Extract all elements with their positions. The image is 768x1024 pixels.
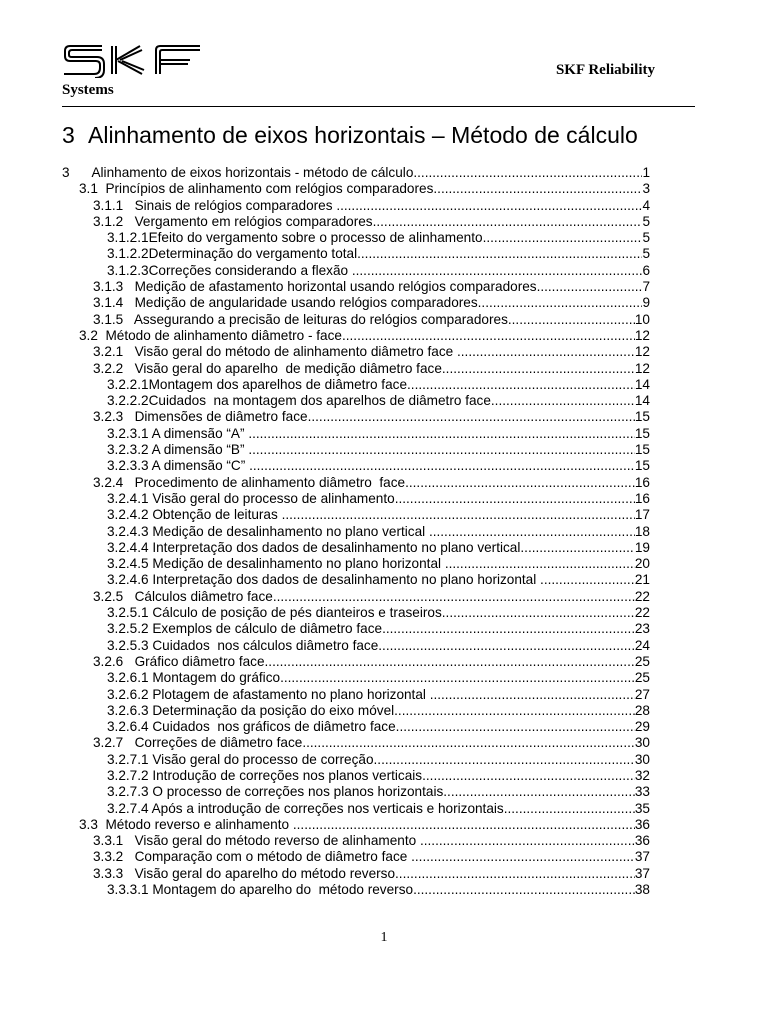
- toc-entry[interactable]: [62, 507, 650, 523]
- toc-dot-leader: [395, 866, 635, 882]
- toc-entry-page: 15: [634, 425, 650, 441]
- toc-dot-leader: [442, 361, 635, 377]
- toc-entry-title: 3.1.2.2Determinação do vergamento total: [107, 246, 358, 262]
- toc-entry-title: 3.2.1 Visão geral do método de alinhamento diâmetro face: [93, 344, 457, 360]
- toc-dot-leader: [422, 768, 635, 784]
- toc-dot-leader: [520, 540, 634, 556]
- page-number: 1: [380, 930, 388, 945]
- toc-entry-page: 18: [634, 523, 650, 539]
- toc-entry-title: 3.1.2.1Efeito do vergamento sobre o processo de alinhamento: [107, 230, 483, 246]
- toc-dot-leader: [443, 784, 635, 800]
- toc-entry[interactable]: [62, 589, 650, 605]
- toc-dot-leader: [382, 621, 635, 637]
- toc-entry-title: 3.2.3 Dimensões de diâmetro face: [93, 409, 308, 425]
- toc-entry[interactable]: [62, 165, 650, 181]
- logo-text: SKF: [62, 42, 64, 43]
- toc-entry-title: 3.2.5.2 Exemplos de cálculo de diâmetro face: [107, 621, 383, 637]
- toc-entry-page: 22: [634, 605, 650, 621]
- toc-entry-title: 3.2.6 Gráfico diâmetro face: [93, 653, 265, 669]
- toc-entry-page: 7: [642, 279, 650, 295]
- toc-entry[interactable]: [62, 703, 650, 719]
- toc-entry-title: 3 Alinhamento de eixos horizontais - método de cálculo: [62, 165, 414, 180]
- toc-entry[interactable]: [62, 524, 650, 540]
- toc-dot-leader: [248, 426, 635, 442]
- toc-entry[interactable]: [62, 295, 650, 311]
- toc-entry-page: 24: [634, 637, 650, 653]
- toc-entry-title: 3.1 Princípios de alinhamento com relógios comparadores: [79, 181, 434, 197]
- toc-dot-leader: [273, 589, 635, 605]
- toc-dot-leader: [342, 328, 635, 344]
- toc-dot-leader: [478, 295, 643, 311]
- toc-entry-page: 20: [634, 556, 650, 572]
- toc-entry-title: 3.2.3.3 A dimensão “C”: [107, 458, 250, 474]
- toc-dot-leader: [445, 556, 635, 572]
- toc-entry-page: 5: [642, 230, 650, 246]
- toc-entry[interactable]: [62, 246, 650, 262]
- toc-dot-leader: [336, 198, 642, 214]
- toc-entry-page: 23: [634, 621, 650, 637]
- toc-dot-leader: [280, 670, 635, 686]
- toc-dot-leader: [395, 491, 635, 507]
- toc-dot-leader: [508, 312, 635, 328]
- toc-entry-page: 27: [634, 686, 650, 702]
- toc-entry[interactable]: [62, 230, 650, 246]
- toc-entry-title: 3.2.7.3 O processo de correções nos planos horizontais: [107, 784, 444, 800]
- toc-dot-leader: [457, 344, 635, 360]
- systems-label: Systems: [62, 82, 114, 98]
- toc-dot-leader: [491, 393, 635, 409]
- toc-entry[interactable]: [62, 312, 650, 328]
- toc-entry-page: 16: [634, 490, 650, 506]
- toc-entry-page: 36: [634, 816, 650, 832]
- toc-dot-leader: [430, 687, 635, 703]
- toc-entry[interactable]: [62, 735, 650, 751]
- toc-entry[interactable]: [62, 442, 650, 458]
- toc-entry-page: 37: [634, 865, 650, 881]
- toc-entry-title: 3.2.5.1 Cálculo de posição de pés dianteiros e traseiros: [107, 605, 442, 621]
- toc-entry[interactable]: [62, 263, 650, 279]
- toc-entry[interactable]: [62, 393, 650, 409]
- toc-entry-title: 3.2.7.4 Após a introdução de correções nos verticais e horizontais: [107, 800, 504, 816]
- toc-entry-page: 6: [642, 262, 650, 278]
- toc-entry[interactable]: [62, 279, 650, 295]
- toc-dot-leader: [442, 605, 635, 621]
- toc-entry-title: 3.2.4.1 Visão geral do processo de alinhamento: [107, 490, 395, 506]
- toc-dot-leader: [352, 263, 643, 279]
- toc-entry[interactable]: [62, 344, 650, 360]
- toc-entry[interactable]: [62, 198, 650, 214]
- toc-entry-title: 3.2.6.2 Plotagem de afastamento no plano horizontal: [107, 686, 430, 702]
- toc-entry-title: 3.2.2.2Cuidados na montagem dos aparelhos de diâmetro face: [107, 393, 491, 409]
- toc-entry-title: 3.3.3 Visão geral do aparelho do método reverso: [93, 865, 396, 881]
- toc-entry-title: 3.2.4.3 Medição de desalinhamento no plano vertical: [107, 523, 429, 539]
- toc-entry-title: 3.2.4.2 Obtenção de leituras: [107, 507, 282, 523]
- toc-entry-title: 3.2.7.1 Visão geral do processo de correção: [107, 751, 374, 767]
- toc-entry-page: 22: [634, 588, 650, 604]
- toc-entry[interactable]: [62, 328, 650, 344]
- toc-entry-page: 1: [642, 165, 650, 180]
- toc-entry-page: 30: [634, 735, 650, 751]
- toc-dot-leader: [374, 752, 635, 768]
- toc-dot-leader: [394, 703, 635, 719]
- toc-entry-page: 5: [642, 213, 650, 229]
- toc-entry[interactable]: [62, 817, 650, 833]
- toc-entry-title: 3.2.6.1 Montagem do gráfico: [107, 670, 281, 686]
- toc-entry[interactable]: [62, 833, 650, 849]
- toc-entry[interactable]: [62, 866, 650, 882]
- toc-entry-title: 3.2.6.4 Cuidados nos gráficos de diâmetro face: [107, 719, 396, 735]
- toc-entry[interactable]: [62, 719, 650, 735]
- toc-dot-leader: [396, 719, 635, 735]
- toc-entry-title: 3.3 Método reverso e alinhamento: [79, 816, 293, 832]
- toc-entry-page: 14: [634, 393, 650, 409]
- toc-entry-title: 3.1.3 Medição de afastamento horizontal usando relógios comparadores: [93, 279, 537, 295]
- toc-dot-leader: [282, 507, 635, 523]
- header-rule: [62, 106, 695, 107]
- toc-dot-leader: [407, 377, 635, 393]
- toc-dot-leader: [293, 817, 635, 833]
- table-of-contents: [62, 165, 650, 898]
- toc-entry-title: 3.1.2 Vergamento em relógios comparadores: [93, 213, 373, 229]
- toc-entry[interactable]: [62, 784, 650, 800]
- toc-entry-page: 28: [634, 702, 650, 718]
- toc-dot-leader: [249, 458, 635, 474]
- toc-entry[interactable]: [62, 670, 650, 686]
- toc-entry-title: 3.2.5.3 Cuidados nos cálculos diâmetro face: [107, 637, 379, 653]
- toc-entry-title: 3.2 Método de alinhamento diâmetro - face: [79, 327, 342, 343]
- toc-entry[interactable]: [62, 849, 650, 865]
- toc-entry[interactable]: [62, 556, 650, 572]
- toc-entry-page: 15: [634, 442, 650, 458]
- toc-entry-page: 16: [634, 474, 650, 490]
- toc-entry-page: 25: [634, 670, 650, 686]
- toc-dot-leader: [504, 801, 635, 817]
- toc-entry[interactable]: [62, 605, 650, 621]
- toc-dot-leader: [540, 572, 635, 588]
- toc-entry-title: 3.1.1 Sinais de relógios comparadores: [93, 197, 337, 213]
- toc-dot-leader: [357, 246, 642, 262]
- chapter-heading: [62, 122, 638, 149]
- toc-entry[interactable]: [62, 621, 650, 637]
- toc-entry-page: 12: [634, 344, 650, 360]
- toc-entry[interactable]: [62, 214, 650, 230]
- toc-entry[interactable]: [62, 361, 650, 377]
- toc-entry[interactable]: [62, 638, 650, 654]
- toc-dot-leader: [302, 735, 635, 751]
- skf-logo: [62, 42, 202, 78]
- toc-dot-leader: [483, 230, 643, 246]
- toc-entry-title: 3.3.1 Visão geral do método reverso de alinhamento: [93, 833, 420, 849]
- toc-entry-page: 30: [634, 751, 650, 767]
- toc-dot-leader: [373, 214, 643, 230]
- toc-entry[interactable]: [62, 426, 650, 442]
- toc-entry[interactable]: [62, 768, 650, 784]
- toc-dot-leader: [413, 165, 642, 181]
- toc-entry[interactable]: [62, 491, 650, 507]
- toc-dot-leader: [248, 442, 635, 458]
- toc-entry-title: 3.1.2.3Correções considerando a flexão: [107, 262, 352, 278]
- toc-entry-page: 15: [634, 458, 650, 474]
- toc-dot-leader: [378, 638, 635, 654]
- toc-entry-page: 37: [634, 849, 650, 865]
- toc-entry-title: 3.2.5 Cálculos diâmetro face: [93, 588, 273, 604]
- toc-entry[interactable]: [62, 540, 650, 556]
- toc-entry-title: 3.2.7.2 Introdução de correções nos planos verticais: [107, 767, 423, 783]
- toc-entry-page: 33: [634, 784, 650, 800]
- toc-entry-title: 3.2.4.5 Medição de desalinhamento no plano horizontal: [107, 556, 445, 572]
- toc-entry-page: 12: [634, 360, 650, 376]
- toc-entry[interactable]: [62, 687, 650, 703]
- chapter-number: 3: [62, 122, 75, 148]
- toc-dot-leader: [413, 882, 635, 898]
- toc-entry-title: 3.2.7 Correções de diâmetro face: [93, 735, 303, 751]
- toc-entry-page: 25: [634, 653, 650, 669]
- toc-entry-page: 29: [634, 719, 650, 735]
- toc-entry-title: 3.2.6.3 Determinação da posição do eixo móvel: [107, 702, 395, 718]
- toc-entry-title: 3.3.2 Comparação com o método de diâmetro face: [93, 849, 412, 865]
- toc-entry[interactable]: [62, 181, 650, 197]
- toc-entry[interactable]: [62, 475, 650, 491]
- toc-dot-leader: [265, 654, 635, 670]
- toc-dot-leader: [405, 475, 635, 491]
- toc-entry-title: 3.3.3.1 Montagem do aparelho do método reverso: [107, 882, 414, 898]
- toc-entry-page: 36: [634, 833, 650, 849]
- toc-entry-page: 3: [642, 181, 650, 197]
- toc-entry-page: 14: [634, 376, 650, 392]
- toc-dot-leader: [308, 409, 635, 425]
- toc-entry-title: 3.1.5 Assegurando a precisão de leituras do relógios comparadores: [93, 311, 508, 327]
- toc-entry-page: 35: [634, 800, 650, 816]
- toc-entry[interactable]: [62, 882, 650, 898]
- toc-entry[interactable]: [62, 801, 650, 817]
- toc-entry-title: 3.2.4 Procedimento de alinhamento diâmetro face: [93, 474, 406, 490]
- toc-entry[interactable]: [62, 377, 650, 393]
- toc-entry-page: 4: [642, 197, 650, 213]
- toc-entry-page: 38: [634, 882, 650, 898]
- toc-entry-page: 19: [634, 539, 650, 555]
- toc-dot-leader: [537, 279, 643, 295]
- toc-dot-leader: [433, 181, 642, 197]
- toc-entry[interactable]: [62, 572, 650, 588]
- toc-entry[interactable]: [62, 654, 650, 670]
- toc-entry[interactable]: [62, 458, 650, 474]
- toc-entry-page: 10: [634, 311, 650, 327]
- toc-dot-leader: [420, 833, 635, 849]
- toc-entry-title: 3.2.2.1Montagem dos aparelhos de diâmetro face: [107, 376, 408, 392]
- toc-entry-title: 3.2.4.4 Interpretação dos dados de desalinhamento no plano vertical: [107, 539, 521, 555]
- toc-entry-page: 12: [634, 327, 650, 343]
- toc-entry-page: 15: [634, 409, 650, 425]
- toc-entry-page: 17: [634, 507, 650, 523]
- toc-entry-title: 3.2.2 Visão geral do aparelho de medição diâmetro face: [93, 360, 442, 376]
- toc-entry-page: 32: [634, 767, 650, 783]
- brand-name: SKF Reliability: [555, 62, 655, 78]
- toc-entry-title: 3.2.3.2 A dimensão “B”: [107, 442, 249, 458]
- chapter-title: Alinhamento de eixos horizontais – Método de cálculo: [88, 122, 638, 148]
- toc-entry[interactable]: [62, 409, 650, 425]
- toc-entry[interactable]: [62, 752, 650, 768]
- toc-entry-title: 3.2.3.1 A dimensão “A”: [107, 425, 249, 441]
- toc-dot-leader: [411, 849, 635, 865]
- toc-entry-page: 5: [642, 246, 650, 262]
- toc-entry-title: 3.2.4.6 Interpretação dos dados de desalinhamento no plano horizontal: [107, 572, 541, 588]
- toc-dot-leader: [429, 524, 635, 540]
- toc-entry-page: 21: [634, 572, 650, 588]
- toc-entry-page: 9: [642, 295, 650, 311]
- toc-entry-title: 3.1.4 Medição de angularidade usando relógios comparadores: [93, 295, 478, 311]
